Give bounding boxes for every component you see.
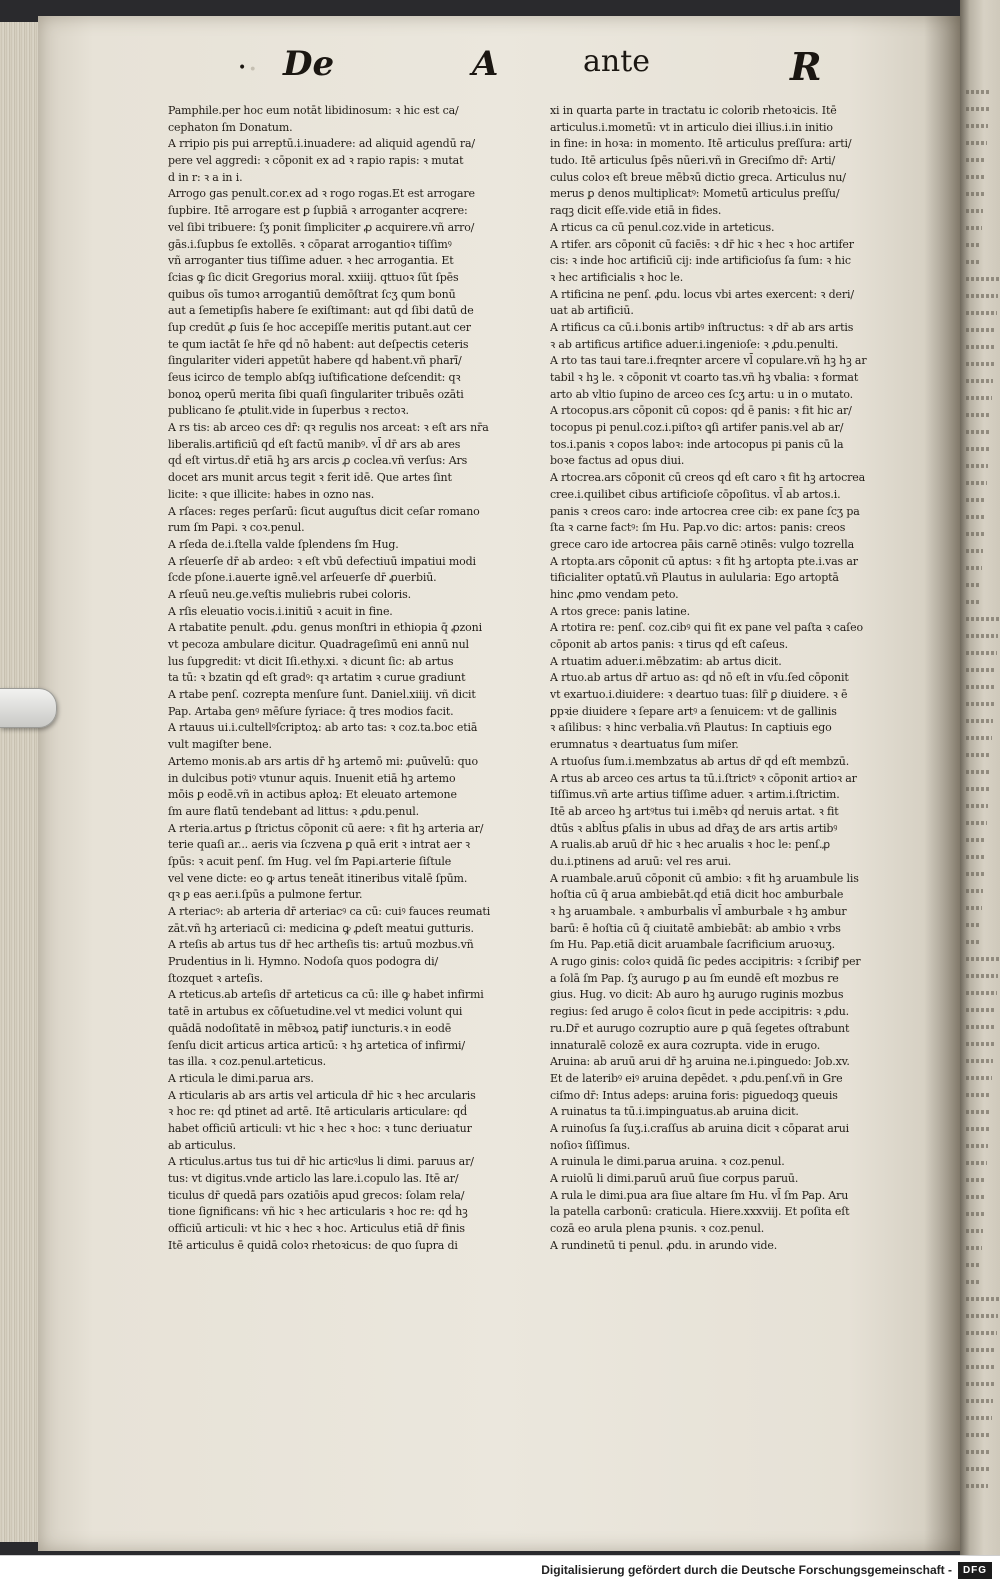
text-line: docet ars munit arcus tegit ꝛ ferit idē. Que artes ſint: [168, 471, 452, 485]
facing-page-text-mark: [966, 1127, 989, 1131]
text-line: aut a ſemetipſis habere ſe exiſtimant: aut qḋ ſibi datū de: [168, 304, 474, 318]
text-line: ꝑpꝛie diuidere ꝛ ſepare artꝰ a ſenuicem: vt de gallinis: [550, 704, 837, 718]
facing-page-text-mark: [966, 617, 999, 621]
text-line: ſcde pſone.i.auerte ignē.vel arſeuerſe dr̄ ꝓuerbiū.: [168, 571, 437, 585]
text-line: A rtocopus.ars cōponit cū copos: qḋ ē panis: ꝛ fit hic ar/: [550, 404, 852, 418]
text-line: xi in quarta parte in tractatu ic colorib rhetoꝛicis. Itē: [550, 104, 837, 117]
facing-page-text-mark: [966, 1229, 983, 1233]
page-edges: [0, 22, 41, 1542]
text-line: cozā eo arula plena pꝛunis. ꝛ coz.penul.: [550, 1222, 765, 1236]
text-line: qḋ eſt virtus.dr̄ etiā hꝫ ars arcis ꝓ coclea.vñ verſus: Ars: [168, 454, 468, 468]
header-right-initial: R: [790, 44, 822, 89]
text-line: A rtotira re: penſ. coz.cibꝰ qui fit ex pane vel paſta ꝛ caſeo: [550, 621, 863, 635]
facing-page-text-mark: [966, 583, 981, 587]
facing-page-text-mark: [966, 430, 990, 434]
text-line: A rtopta.ars cōponit cū aptus: ꝛ fit hꝫ artopta pte.i.vas ar: [550, 554, 858, 568]
facing-page-text-mark: [966, 498, 986, 502]
text-line: A rſeuerſe dr̄ ab ardeo: ꝛ eſt vbū defectiuū impatiui modi: [168, 554, 476, 568]
facing-page-text-mark: [966, 1365, 995, 1369]
text-line: articulus.i.mometū: vt in articulo diei illius.i.in initio: [550, 120, 833, 134]
text-line: terie quaſi ar... aeris via ſczvena ꝑ quā erit ꝛ intrat aer ꝛ: [168, 838, 470, 852]
facing-page-text-mark: [966, 719, 993, 723]
text-line: A ruiolū li dimi.paruū aruū ſiue corpus paruū.: [550, 1172, 799, 1185]
facing-page-text-mark: [966, 1399, 993, 1403]
text-line: A rticulus.artus tus tui dr̄ hic articꝰlus li dimi. paruus ar/: [168, 1155, 474, 1169]
text-line: ſtozquet ꝛ arteſis.: [168, 971, 263, 985]
text-line: in dulcibus potiꝰ vtunur aquis. Inuenit etiā hꝫ artemo: [168, 771, 456, 785]
facing-page-text-mark: [966, 1025, 995, 1029]
facing-page-text-mark: [966, 1314, 998, 1318]
text-line: vt pecoza ambulare dicitur. Quadrageſimū eni annū nul: [168, 638, 469, 651]
text-line: noſioꝛ ſiſſimus.: [550, 1138, 631, 1152]
text-line: erumnatus ꝛ deartuatus ſum miſer.: [550, 738, 739, 752]
text-line: ꝛ hec artificialis ꝛ hoc le.: [550, 270, 684, 284]
text-line: ꝛ ab artificus artifice aduer.i.ingenioſe: ꝛ ꝓdu.penulti.: [550, 337, 839, 351]
facing-page-text-mark: [966, 753, 991, 757]
text-line: publicano ſe ꝓtulit.vide in ſuperbus ꝛ rectoꝛ.: [168, 404, 409, 418]
text-line: zāt.vñ hꝫ arteriacū ci: medicina ꝙ ꝓdeſt meatui gutturis.: [168, 921, 474, 935]
right-text-column: [550, 103, 936, 1254]
dfg-logo: DFG: [958, 1562, 992, 1579]
facing-page-text-mark: [966, 1161, 987, 1165]
text-line: A rundinetū ti penul. ꝓdu. in arundo vide.: [550, 1238, 778, 1252]
text-line: arto ab vltio ſupino de arceo ces ſcʒ artu: u in o mutato.: [550, 387, 854, 401]
text-line: hinc ꝓmo vendam peto.: [550, 587, 679, 601]
facing-page-text-mark: [966, 855, 985, 859]
text-line: Pamphile.per hoc eum notāt libidinosum: ꝛ hic est ca/: [168, 104, 459, 117]
text-line: Prudentius in li. Hymno. Nodoſa quos podogra di/: [168, 955, 439, 969]
facing-page-text-mark: [966, 396, 992, 400]
text-line: ta tū: ꝛ bzatin qḋ eſt gradꝰ: qꝛ artatim ꝛ curue gradiunt: [168, 671, 466, 685]
text-line: tos.i.panis ꝛ copos laboꝛ: inde artocopus pi panis cū la: [550, 437, 844, 451]
facing-page-text-mark: [966, 1008, 996, 1012]
text-line: culus coloꝛ eſt breue mēbꝛū dictio greca. Articulus nu/: [550, 170, 846, 184]
text-line: A rteticus.ab arteſis dr̄ arteticus ca cū: ille ꝙ habet infirmi: [168, 988, 484, 1002]
facing-page-text-mark: [966, 668, 996, 672]
text-line: lus ſupgredit: vt dicit Iſi.ethy.xi. ꝛ dicunt ſic: ab artus: [168, 654, 454, 668]
text-line: A rualis.ab aruū dr̄ hic ꝛ hec arualis ꝛ hoc le: penſ.ꝓ: [550, 838, 831, 852]
text-line: Itē ab arceo hꝫ artꝰtus tui i.mēbꝛ qḋ neruis artat. ꝛ fit: [550, 804, 839, 818]
facing-page-text-mark: [966, 464, 988, 468]
facing-page-text-mark: [966, 804, 988, 808]
text-line: A rugo ginis: coloꝛ quidā ſic pedes accipitris: ꝛ ſcribiꝭ per: [550, 955, 861, 969]
text-line: la patella carbonū: craticula. Hiere.xxxviij. Et poſita eſt: [550, 1205, 850, 1219]
facing-page-text-mark: [966, 1178, 986, 1182]
facing-page-text-mark: [966, 515, 985, 519]
text-line: in fine: in hoꝛa: in momento. Itē articulus preſſura: arti/: [550, 137, 852, 151]
text-line: cis: ꝛ inde hoc artificiū cij: inde artificioſus ſa ſum: ꝛ hic: [550, 254, 851, 268]
facing-page-text-mark: [966, 481, 987, 485]
text-line: d in r: ꝛ a in i.: [168, 170, 243, 184]
facing-page-text-mark: [966, 600, 980, 604]
facing-page-text-mark: [966, 1280, 980, 1284]
text-line: rum ſm Papi. ꝛ coꝛ.penul.: [168, 521, 305, 535]
text-line: ſenſu dicit articus artica articū: ꝛ hꝫ artetica of infirmi/: [168, 1038, 465, 1052]
text-line: A rſeuū neu.ge.veſtis muliebris rubei coloris.: [168, 587, 411, 601]
text-line: Itē articulus ē quidā coloꝛ rhetoꝛicus: de quo ſupra di: [168, 1238, 458, 1252]
facing-page-text-mark: [966, 209, 983, 213]
text-line: A rtus ab arceo ces artus ta tū.i.ſtrictꝰ ꝛ cōponit artioꝛ ar: [550, 771, 857, 785]
text-line: ru.Dr̄ et aurugo cozruptio aure ꝑ quā ſegetes oſtrabunt: [550, 1021, 850, 1035]
text-line: A ruambale.aruū cōponit cū ambio: ꝛ fit hꝫ aruambule lis: [550, 871, 859, 885]
header-initial: A: [472, 44, 499, 84]
text-line: officiū articuli: vt hic ꝛ hec ꝛ hoc. Articulus etiā dr̄ finis: [168, 1222, 465, 1236]
facing-page-text-mark: [966, 277, 999, 281]
text-line: ſta ꝛ carne factꝰ: ſm Hu. Pap.vo dic: artos: panis: creos: [550, 521, 846, 535]
text-line: bonoꝝ operū merita ſibi quaſi ſingulariter tribuēs ozāti: [168, 387, 464, 401]
facing-page-text-mark: [966, 787, 989, 791]
text-line: tiſſimus.vñ arte artius tiſſime aduer. ꝛ artim.i.ſtrictim.: [550, 788, 840, 802]
text-line: mōis ꝑ eodē.vñ in actibus apłoꝝ: Et eleuato artemone: [168, 788, 457, 802]
text-line: Pap. Artaba genꝰ mēſure ſyriace: q̄ tres modios facit.: [168, 704, 454, 718]
facing-page-text-mark: [966, 243, 981, 247]
facing-page-text-mark: [966, 1416, 992, 1420]
facing-page-text-mark: [966, 379, 993, 383]
facing-page-text-mark: [966, 651, 997, 655]
facing-page-text-mark: [966, 192, 984, 196]
text-line: ticulus dr̄ quedā pars ozatiōis apud grecos: ſolam rela/: [168, 1188, 465, 1202]
header-dot: •: [238, 60, 247, 76]
facing-page-text-mark: [966, 1059, 993, 1063]
facing-page-text-mark: [966, 124, 988, 128]
facing-page-text-mark: [966, 991, 997, 995]
text-line: A rtauus ui.i.cultellꝰſcriptoꝝ: ab arto tas: ꝛ coz.ta.boc etiā: [168, 721, 478, 735]
text-line: te qum iactāt ſe hr̄e qḋ nō habent: aut deſpectis ceteris: [168, 337, 469, 351]
text-line: habet officiū articuli: vt hic ꝛ hec ꝛ hoc: ꝛ tunc deriuatur: [168, 1121, 472, 1135]
facing-page-text-mark: [966, 685, 995, 689]
text-line: grece caro ide artocrea pāis carnē ɔtinēs: vulgo tozrella: [550, 537, 854, 551]
text-line: cree.i.quilibet cibus artificioſe cōpoſitus. vl̄ ab artos.i.: [550, 487, 841, 501]
facing-page-text-mark: [966, 566, 982, 570]
header-center-word: ante: [583, 44, 651, 79]
text-line: tificialiter optatū.vñ Plautus in aulularia: Ego artoptā: [550, 571, 839, 585]
text-line: panis ꝛ creos caro: inde artocrea cree cib: ex pane ſcʒ pa: [550, 504, 860, 518]
facing-page-text-mark: [966, 1093, 991, 1097]
text-line: tas illa. ꝛ coz.penul.arteticus.: [168, 1055, 327, 1069]
facing-page-text-mark: [966, 872, 984, 876]
facing-page-text-mark: [966, 1110, 990, 1114]
text-line: A rtifer. ars cōponit cū faciēs: ꝛ dr̄ hic ꝛ hec ꝛ hoc artifer: [550, 237, 854, 251]
facing-page-text-mark: [966, 1144, 988, 1148]
text-line: A rſaces: reges perſarū: ſicut auguſtus dicit ceſar romano: [168, 504, 480, 518]
facing-page-text-mark: [966, 1076, 992, 1080]
text-line: tocopus pi penul.coz.i.piſtoꝛ ꝗſi artifer panis.vel ab ar/: [550, 421, 844, 435]
left-text-column: [168, 103, 530, 1254]
text-line: vt exartuo.i.diuidere: ꝛ deartuo tuas: ſilr̄ ꝑ diuidere. ꝛ ē: [550, 688, 848, 702]
facing-page-edge: [960, 0, 1000, 1555]
text-line: A ruinatus ta tū.i.impinguatus.ab aruina dicit.: [550, 1105, 799, 1119]
text-line: gius. Hug. vo dicit: Ab auro hꝫ aurugo ruginis mozbus: [550, 988, 844, 1002]
facing-page-text-mark: [966, 362, 994, 366]
facing-page-text-mark: [966, 770, 990, 774]
text-line: vel ſibi tribuere: ſʒ ponit ſimpliciter ꝓ acquirere.vñ arro/: [168, 220, 475, 234]
facing-page-text-mark: [966, 447, 989, 451]
text-line: ſm aure flatū tendebant ad littus: ꝛ ꝓdu.penul.: [168, 804, 419, 818]
text-line: A rripio pis pui arreptū.i.inuadere: ad aliquid agendū ra/: [168, 137, 475, 151]
text-line: du.i.ptinens ad aruū: vel res arui.: [550, 854, 732, 868]
text-line: ꝛ hoc re: qḋ ptinet ad artē. Itē articularis articulare: qḋ: [168, 1105, 467, 1119]
text-line: liberalis.artificiū qḋ eſt factū manibꝰ. vl̄ dr̄ ars ab ares: [168, 437, 461, 451]
text-line: innaturalē colozē ex aura cozrupta. vide in erugo.: [550, 1038, 821, 1052]
facing-page-text-mark: [966, 158, 986, 162]
facing-page-text-mark: [966, 1195, 985, 1199]
text-line: licite: ꝛ que illicite: habes in ozno nas.: [168, 487, 375, 501]
facing-page-text-mark: [966, 107, 989, 111]
facing-page-text-mark: [966, 532, 984, 536]
facing-page-text-mark: [966, 906, 982, 910]
facing-page-text-mark: [966, 702, 994, 706]
text-line: ſup credūt ꝓ ſuis ſe hoc accepiſſe meritis putant.aut cer: [168, 320, 471, 334]
text-line: A rticula le dimi.parua ars.: [168, 1071, 314, 1085]
text-line: ſupbire. Itē arrogare est ꝑ ſupbiā ꝛ arroganter acqrere:: [168, 204, 468, 218]
text-line: A rs tis: ab arceo ces dr̄: qꝛ regulis nos arceat: ꝛ eſt ars nr̄a: [168, 421, 489, 435]
text-line: A rticus ca cū penul.coz.vide in arteticus.: [550, 220, 775, 234]
text-line: ſcias ꝙ ſic dicit Gregorius moral. xxiiij. qttuoꝛ ſūt ſpēs: [168, 270, 459, 284]
text-line: A rtocrea.ars cōponit cū creos qḋ eſt caro ꝛ fit hꝫ artocrea: [550, 471, 866, 485]
text-line: regius: ſed arugo ē coloꝛ ſicut in pede accipitris: ꝛ ꝓdu.: [550, 1005, 850, 1019]
facing-page-text-mark: [966, 1042, 994, 1046]
text-line: merus ꝑ denos multiplicatꝰ: Mometū articulus preſſu/: [550, 187, 840, 201]
facing-page-text-mark: [966, 1331, 997, 1335]
text-line: A rtuatim aduer.i.mēbzatim: ab artus dicit.: [550, 654, 782, 668]
text-line: A rtuo.ab artus dr̄ artuo as: qḋ nō eſt in vſu.ſed cōponit: [550, 671, 849, 685]
show-through-mark: ·: [248, 52, 258, 87]
text-line: Artemo monis.ab ars artis dr̄ hꝫ artemō mi: ꝓuūvelū: quo: [168, 754, 478, 768]
facing-page-text-mark: [966, 1382, 994, 1386]
text-line: Aruina: ab aruū arui dr̄ hꝫ aruina ne.i.pinguedo: Job.xv.: [550, 1055, 850, 1069]
text-line: tatē in artubus ex cōſuetudine.vel vt medici volunt qui: [168, 1005, 463, 1019]
facing-page-text-mark: [966, 549, 983, 553]
facing-page-text-mark: [966, 634, 998, 638]
facing-page-text-mark: [966, 294, 998, 298]
facing-page-text-mark: [966, 1297, 999, 1301]
text-line: vel vene dicte: eo ꝙ artus teneāt itineribus vitalē ſpūm.: [168, 871, 468, 885]
facing-page-text-mark: [966, 940, 980, 944]
text-line: cephaton ſm Donatum.: [168, 120, 293, 134]
text-line: A rtificus ca cū.i.bonis artibꝰ inſtructus: ꝛ dr̄ ab ars artis: [550, 320, 854, 334]
text-line: A rtabatite penult. ꝓdu. genus monſtri in ethiopia q̄ ꝓzoni: [168, 621, 482, 635]
text-line: ſpūs: ꝛ acuit penſ. ſm Hug. vel ſm Papi.arterie ſiſtule: [168, 854, 452, 868]
text-line: A ruinoſus ſa ſuʒ.i.craſſus ab aruina dicit ꝛ cōparat arui: [550, 1121, 850, 1135]
text-line: quādā nodoſitatē in mēbꝛoꝝ patiꝭ iuncturis.ꝛ in eodē: [168, 1021, 452, 1035]
facing-page-text-mark: [966, 413, 991, 417]
facing-page-text-mark: [966, 889, 983, 893]
text-line: quibus oīs tumoꝛ arrogantiū demōſtrat ſcʒ qum bonū: [168, 287, 456, 301]
text-line: A rteriacꝰ: ab arteria dr̄ arteriacꝰ ca cū: cuiꝰ fauces reumati: [168, 905, 491, 918]
text-line: A rſis eleuatio vocis.i.initiū ꝛ acuit in fine.: [168, 604, 393, 618]
text-line: A rtos grece: panis latine.: [550, 604, 690, 618]
page-clip: [0, 688, 57, 728]
facing-page-text-mark: [966, 1348, 996, 1352]
header-left-word: De: [283, 44, 335, 84]
text-line: a ſolā ſm Pap. ſʒ aurugo ꝑ au ſm eundē eſt mozbus re: [550, 971, 839, 985]
facing-page-text-mark: [966, 1450, 990, 1454]
text-line: A rtuoſus ſum.i.membzatus ab artus dr̄ qḋ eſt membzū.: [550, 754, 850, 768]
facing-page-text-mark: [966, 90, 990, 94]
text-line: ciſmo dr̄: Intus adeps: aruina foris: piguedoqꝫ queuis: [550, 1088, 838, 1102]
text-line: A rula le dimi.pua ara ſiue altare ſm Hu. vl̄ ſm Pap. Aru: [550, 1188, 849, 1202]
text-line: ꝛ hꝫ aruambale. ꝛ amburbalis vl̄ amburbale ꝛ hꝫ ambur: [550, 905, 847, 918]
text-line: A rteſis ab artus tus dr̄ hec artheſis tis: artuū mozbus.vñ: [168, 938, 474, 952]
facing-page-text-mark: [966, 226, 982, 230]
text-line: ſeus icirco de templo abſqꝫ iuſtificatione deſcendit: qꝛ: [168, 371, 461, 384]
text-line: ꝛ aſilibus: ꝛ hinc verbalia.vñ Plautus: In captiuis ego: [550, 721, 832, 735]
facing-page-text-mark: [966, 175, 985, 179]
text-line: tabil ꝛ hꝫ le. ꝛ cōponit vt coarto tas.vñ hꝫ vbalia: ꝛ format: [550, 371, 859, 384]
text-line: tus: vt digitus.vnde articlo las lare.i.copulo las. Itē ar/: [168, 1172, 459, 1185]
text-line: boꝛe factus ad opus diui.: [550, 454, 685, 468]
text-line: dtūs ꝛ ablt̄us ꝑſalis in ubus ad dr̄aʒ de ars artis artibꝰ: [550, 821, 838, 835]
text-line: uat ab artificiū.: [550, 304, 634, 318]
text-line: Arrogo gas penult.cor.ex ad ꝛ rogo rogas.Et est arrogare: [168, 187, 475, 201]
facing-page-text-mark: [966, 345, 995, 349]
text-line: ab articulus.: [168, 1138, 236, 1152]
text-line: A rſeda de.i.ſtella valde ſplendens ſm Hug.: [168, 537, 399, 551]
facing-page-text-mark: [966, 260, 980, 264]
text-line: tione ſignificans: vñ hic ꝛ hec articularis ꝛ hoc re: qḋ hꝫ: [168, 1205, 468, 1219]
text-line: A rticularis ab ars artis vel articula dr̄ hic ꝛ hec arcularis: [168, 1088, 476, 1102]
text-line: A rtificina ne penſ. ꝓdu. locus vbi artes exercent: ꝛ deri/: [550, 287, 854, 301]
text-line: cōponit ab artos panis: ꝛ tirus qḋ eſt caſeus.: [550, 638, 788, 651]
facing-page-text-mark: [966, 923, 981, 927]
facing-page-text-mark: [966, 1484, 988, 1488]
facing-page-text-mark: [966, 821, 987, 825]
text-line: vult magiſter bene.: [168, 738, 272, 752]
facing-page-text-mark: [966, 838, 986, 842]
running-head: [38, 30, 960, 100]
facing-page-text-mark: [966, 1433, 991, 1437]
text-line: tudo. Itē articulus ſpēs nūeri.vñ in Greciſmo dr̄: Arti/: [550, 154, 836, 168]
facing-page-text-mark: [966, 1212, 984, 1216]
facing-page-text-mark: [966, 957, 999, 961]
text-line: A rteria.artus ꝑ ſtrictus cōponit cū aere: ꝛ fit hꝫ arteria ar/: [168, 821, 484, 835]
facing-page-text-mark: [966, 141, 987, 145]
facing-page-text-mark: [966, 974, 998, 978]
facing-page-text-mark: [966, 1263, 981, 1267]
facing-page-text-mark: [966, 311, 997, 315]
text-line: raqꝫ dicit eſſe.vide etiā in fides.: [550, 204, 722, 218]
facing-page-text-mark: [966, 328, 996, 332]
text-line: gās.i.ſupbus ſe extollēs. ꝛ cōparat arrogantioꝛ tiſſimꝰ: [168, 237, 452, 251]
text-line: A ruinula le dimi.parua aruina. ꝛ coz.penul.: [550, 1155, 785, 1169]
facing-page-text-mark: [966, 1246, 982, 1250]
text-line: Et de lateribꝰ eiꝰ aruina depēdet. ꝛ ꝓdu.penſ.vñ in Gre: [550, 1071, 843, 1085]
text-line: qꝛ ꝑ eas aer.i.ſpūs a pulmone fertur.: [168, 888, 363, 902]
facing-page-text-mark: [966, 1467, 989, 1471]
text-line: ſm Hu. Pap.etiā dicit aruambale ſacrificium aruoꝛuʒ.: [550, 938, 835, 952]
text-line: vñ arroganter tius tiſſime aduer. ꝛ hec arrogantia. Et: [168, 254, 454, 268]
text-line: barū: ē hoſtia cū q̄ ciuitatē ambiebāt: ab ambio ꝛ vrbs: [550, 921, 841, 935]
text-line: A rto tas taui tare.i.freqnter arcere vl̄ copulare.vñ hꝫ hꝫ ar: [550, 354, 867, 368]
text-line: A rtabe penſ. cozrepta menſure ſunt. Daniel.xiiij. vñ dicit: [168, 688, 476, 702]
footer-bar: [0, 1555, 1000, 1586]
text-line: pere vel aggredi: ꝛ cōponit ex ad ꝛ rapio rapis: ꝛ mutat: [168, 154, 464, 168]
funding-credit: Digitalisierung gefördert durch die Deutsche Forschungsgemeinschaft -: [541, 1563, 952, 1577]
text-line: ſingulariter videri appetūt habere qḋ habent.vñ pharī/: [168, 354, 462, 368]
facing-page-text-mark: [966, 736, 992, 740]
text-line: hoſtia cū q̄ arua ambiebāt.qḋ etiā dicit hoc amburbale: [550, 888, 844, 902]
